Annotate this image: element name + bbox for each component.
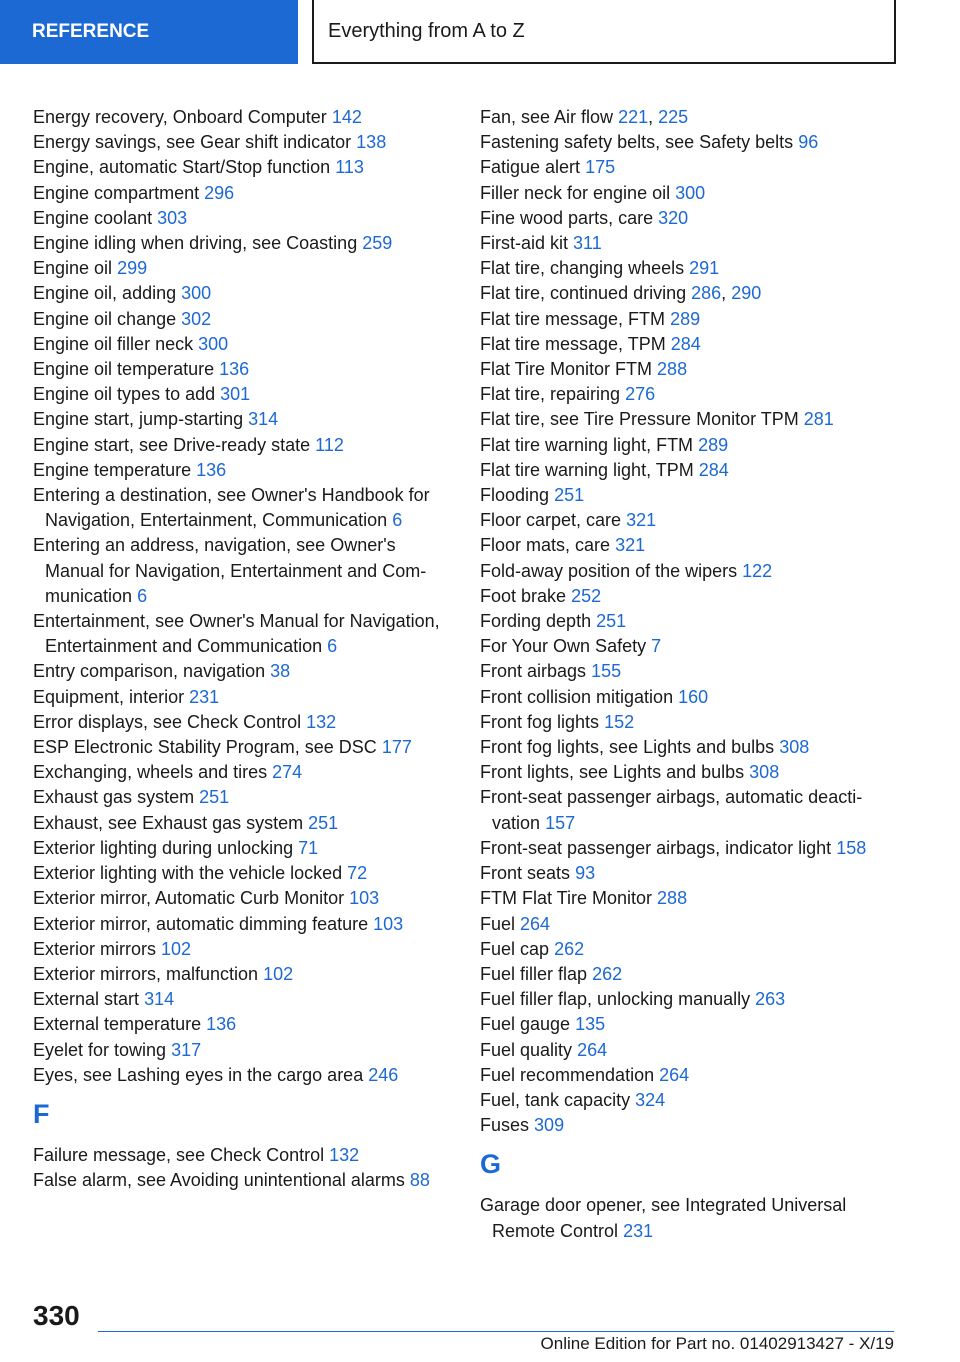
page-reference-link[interactable]: 264 — [520, 913, 551, 934]
page-reference-link[interactable]: 157 — [545, 812, 576, 833]
index-entry — [33, 1168, 453, 1193]
index-entry — [480, 433, 900, 458]
index-entry-term: Fold-away position of the wipers — [480, 560, 738, 581]
index-entry-term: Fuel filler flap — [480, 963, 588, 984]
index-entry — [480, 332, 900, 357]
index-entry: Fan, see Air flow 221, 225 — [480, 107, 689, 127]
page-reference-link[interactable]: 6 — [137, 585, 148, 606]
page-reference-link[interactable]: 155 — [591, 661, 622, 682]
index-entry-term: Fuel — [480, 913, 516, 934]
index-entry — [480, 256, 900, 281]
index-entry-term: For Your Own Safety — [480, 636, 647, 657]
index-entry-term: Front lights, see Lights and bulbs — [480, 762, 745, 783]
index-entry — [480, 861, 900, 886]
page-reference-link[interactable]: 276 — [625, 384, 656, 405]
page-reference-link[interactable]: 160 — [678, 686, 709, 707]
index-entry-term: Entering an address, navigation, see Owner's Manual for Navigation, Entertainment and Communication — [33, 535, 427, 606]
index-entry-term: Engine oil, adding — [33, 283, 177, 304]
index-entry — [33, 609, 453, 659]
index-entry-term: Exterior mirrors — [33, 938, 157, 959]
index-entry-term: Flat Tire Monitor FTM — [480, 359, 653, 380]
index-entry — [480, 533, 900, 558]
index-entry-term: Exterior lighting with the vehicle locked — [33, 863, 343, 884]
index-entry-term: Flat tire, continued driving — [480, 283, 687, 304]
index-letter-heading: F — [33, 1098, 50, 1129]
index-entry — [480, 962, 900, 987]
page-reference-link[interactable]: 88 — [409, 1170, 430, 1191]
index-entry — [33, 1063, 453, 1088]
index-entry-term: Fording depth — [480, 611, 592, 632]
index-entry — [480, 508, 900, 533]
index-entry-term: Front airbags — [480, 661, 587, 682]
index-entry — [480, 357, 900, 382]
index-entry-term: Fuel recommendation — [480, 1064, 655, 1085]
index-entry-term: Exchanging, wheels and tires — [33, 762, 268, 783]
page-reference-link[interactable]: 288 — [657, 888, 688, 909]
page-reference-link[interactable]: 132 — [306, 711, 337, 732]
index-entry — [480, 735, 900, 760]
index-entry-term: Energy recovery, Onboard Computer — [33, 107, 327, 127]
index-entry-term: Fuel filler flap, unlocking manually — [480, 989, 751, 1010]
index-entry-term: Floor mats, care — [480, 535, 611, 556]
index-entry — [480, 483, 900, 508]
page-reference-link[interactable]: 259 — [362, 233, 393, 254]
page-reference-link[interactable]: 136 — [219, 359, 250, 380]
index-entry-term: Front fog lights — [480, 711, 600, 732]
index-entry — [33, 105, 453, 130]
page-reference-link[interactable]: 301 — [220, 384, 251, 405]
index-column-right — [480, 105, 900, 1244]
page-reference-link[interactable]: 264 — [659, 1064, 690, 1085]
index-entry-term: External temperature — [33, 1014, 202, 1035]
index-entry — [480, 1012, 900, 1037]
index-entry-term: Flat tire message, TPM — [480, 333, 666, 354]
index-entry-term: Fuel gauge — [480, 1014, 571, 1035]
index-entry-term: Flat tire, changing wheels — [480, 258, 685, 279]
index-entry-term: Engine oil filler neck — [33, 333, 194, 354]
page-reference-link[interactable]: 251 — [554, 485, 585, 506]
index-entry — [33, 785, 453, 810]
index-entry-term: Eyes, see Lashing eyes in the cargo area — [33, 1064, 364, 1085]
index-entry-term: Engine idling when driving, see Coasting — [33, 233, 358, 254]
page-reference-link[interactable]: 291 — [689, 258, 720, 279]
index-entry-term: Flat tire, repairing — [480, 384, 621, 405]
index-entry-term: Failure message, see Check Control — [33, 1144, 325, 1165]
page-reference-link[interactable]: 122 — [742, 560, 773, 581]
index-entry — [480, 710, 900, 735]
index-entry — [33, 281, 453, 306]
index-entry-term: Exterior mirror, Automatic Curb Monitor — [33, 888, 345, 909]
page-reference-link[interactable]: 112 — [315, 434, 344, 455]
index-entry-term: Entertainment, see Owner's Manual for Navigation, Entertainment and Communication — [33, 611, 440, 657]
page-reference-link[interactable]: 231 — [623, 1220, 654, 1241]
index-entry-term: Entry comparison, navigation — [33, 661, 266, 682]
index-entry-term: Engine oil change — [33, 308, 177, 329]
index-entry-term: Front fog lights, see Lights and bulbs — [480, 737, 775, 758]
page-number: 330 — [33, 1300, 80, 1331]
page-reference-link[interactable]: 251 — [596, 611, 627, 632]
index-entry-term: Fatigue alert — [480, 157, 581, 178]
index-entry-term: False alarm, see Avoiding unintentional alarms — [33, 1170, 405, 1191]
page-reference-link[interactable]: 263 — [755, 989, 786, 1010]
page-reference-link[interactable]: 136 — [206, 1014, 237, 1035]
index-entry-term: Foot brake — [480, 585, 567, 606]
index-entry — [33, 937, 453, 962]
index-entry — [480, 307, 900, 332]
page-reference-link[interactable]: 317 — [171, 1039, 202, 1060]
index-entry — [33, 912, 453, 937]
page-reference-link[interactable]: 7 — [651, 636, 662, 657]
page-reference-link[interactable]: 284 — [698, 459, 729, 480]
index-entry-term: Flooding — [480, 485, 550, 506]
index-entry — [33, 861, 453, 886]
index-column-left — [33, 105, 453, 1193]
index-entry — [480, 1063, 900, 1088]
page-reference-link[interactable]: 300 — [198, 333, 229, 354]
page-reference-link[interactable]: 288 — [657, 359, 688, 380]
page-reference-link[interactable]: 6 — [392, 510, 403, 531]
page-reference-link[interactable]: 300 — [675, 182, 706, 203]
page-reference-link[interactable]: 142 — [331, 107, 362, 127]
page-reference-link[interactable]: 296 — [204, 182, 235, 203]
index-entry-term: Engine coolant — [33, 207, 153, 228]
page-reference-link[interactable]: 264 — [577, 1039, 608, 1060]
index-entry — [480, 155, 900, 180]
index-entry-term: Equipment, interior — [33, 686, 185, 707]
index-entry — [480, 231, 900, 256]
page-reference-link[interactable]: 314 — [248, 409, 279, 430]
index-entry — [33, 836, 453, 861]
page-reference-link[interactable]: 311 — [573, 233, 602, 254]
page-reference-link[interactable]: 262 — [554, 938, 585, 959]
index-entry — [480, 609, 900, 634]
index-entry-term: Flat tire, see Tire Pressure Monitor TPM — [480, 409, 799, 430]
index-entry-term: ESP Electronic Stability Program, see DSC — [33, 737, 377, 758]
page-reference-link[interactable]: 102 — [263, 963, 294, 984]
index-entry-term: Filler neck for engine oil — [480, 182, 671, 203]
page-reference-link[interactable]: 246 — [368, 1064, 399, 1085]
page-reference-link[interactable]: 289 — [698, 434, 729, 455]
index-entry-term: Front-seat passenger airbags, automatic deactivation — [480, 787, 863, 833]
page-reference-link[interactable]: 324 — [635, 1089, 666, 1110]
index-entry-term: External start — [33, 989, 140, 1010]
index-entry-term: Fastening safety belts, see Safety belts — [480, 132, 794, 153]
page-reference-link[interactable]: 300 — [181, 283, 212, 304]
section-tab: REFERENCE — [0, 0, 298, 64]
index-entry — [33, 987, 453, 1012]
page-reference-link[interactable]: 290 — [731, 283, 762, 304]
page-reference-link[interactable]: 289 — [670, 308, 701, 329]
page-reference-link[interactable]: 303 — [157, 207, 188, 228]
index-entry — [480, 886, 900, 911]
index-entry — [480, 1038, 900, 1063]
index-entry-term: First-aid kit — [480, 233, 569, 254]
page-reference-link[interactable]: 221 — [618, 107, 649, 127]
index-entry — [33, 231, 453, 256]
index-entry-term: Engine start, jump-starting — [33, 409, 244, 430]
index-entry — [33, 962, 453, 987]
page-reference-link[interactable]: 321 — [626, 510, 657, 531]
page-reference-link[interactable]: 135 — [575, 1014, 606, 1035]
index-entry-term: Flat tire warning light, TPM — [480, 459, 694, 480]
page-reference-link[interactable]: 136 — [196, 459, 227, 480]
index-entry — [480, 181, 900, 206]
page-reference-link[interactable]: 96 — [798, 132, 819, 153]
index-entry-term: Engine temperature — [33, 459, 192, 480]
index-entry-term: Eyelet for towing — [33, 1039, 167, 1060]
page-reference-link[interactable]: 113 — [335, 157, 364, 178]
index-entry — [480, 584, 900, 609]
page-reference-link[interactable]: 103 — [349, 888, 380, 909]
index-entry-term: Front-seat passenger airbags, indicator light — [480, 837, 832, 858]
page-reference-link[interactable]: 93 — [575, 863, 596, 884]
index-entry-term: Engine oil types to add — [33, 384, 216, 405]
index-entry-term: Floor carpet, care — [480, 510, 622, 531]
index-entry-term: Engine oil temperature — [33, 359, 215, 380]
page-reference-link[interactable]: 152 — [604, 711, 635, 732]
page-reference-link[interactable]: 225 — [658, 107, 689, 127]
page-reference-link[interactable]: 251 — [308, 812, 339, 833]
index-entry — [480, 382, 900, 407]
page-reference-link[interactable]: 308 — [779, 737, 810, 758]
page-header-title: Everything from A to Z — [312, 0, 896, 64]
index-entry — [480, 785, 900, 835]
index-entry — [33, 181, 453, 206]
index-entry-term: Garage door opener, see Integrated Universal Remote Control — [480, 1195, 847, 1241]
index-entry — [33, 332, 453, 357]
index-entry-term: Engine start, see Drive-ready state — [33, 434, 311, 455]
index-entry-term: Exhaust gas system — [33, 787, 195, 808]
page-reference-link[interactable]: 138 — [356, 132, 387, 153]
index-entry-term: Engine oil — [33, 258, 113, 279]
index-entry — [33, 130, 453, 155]
page-reference-link[interactable]: 6 — [327, 636, 338, 657]
index-entry-term: FTM Flat Tire Monitor — [480, 888, 653, 909]
index-entry — [33, 811, 453, 836]
page-reference-link[interactable]: 175 — [585, 157, 616, 178]
footer-divider — [98, 1331, 894, 1332]
page-reference-link[interactable]: 314 — [144, 989, 175, 1010]
index-entry — [480, 130, 900, 155]
page-reference-link[interactable]: 284 — [670, 333, 701, 354]
index-entry — [480, 559, 900, 584]
index-entry — [480, 937, 900, 962]
index-entry — [33, 155, 453, 180]
index-entry — [480, 1193, 900, 1243]
page-reference-link[interactable]: 320 — [658, 207, 689, 228]
index-entry — [480, 659, 900, 684]
index-entry-term: Error displays, see Check Control — [33, 711, 302, 732]
index-entry — [33, 206, 453, 231]
index-entry-term: Exterior lighting during unlocking — [33, 837, 294, 858]
index-entry-term: Exterior mirror, automatic dimming feature — [33, 913, 369, 934]
index-letter-heading: G — [480, 1149, 502, 1180]
page-reference-link[interactable]: 72 — [347, 863, 368, 884]
index-entry — [33, 533, 453, 609]
page-reference-link[interactable]: 262 — [592, 963, 623, 984]
page-reference-link[interactable]: 231 — [189, 686, 220, 707]
index-entry — [33, 886, 453, 911]
index-entry-term: Front seats — [480, 863, 571, 884]
index-entry-term: Exterior mirrors, malfunction — [33, 963, 259, 984]
index-entry-term: Fuses — [480, 1115, 530, 1136]
page-reference-link[interactable]: 321 — [615, 535, 646, 556]
index-entry-term: Engine, automatic Start/Stop function — [33, 157, 331, 178]
index-entry-term: Front collision mitigation — [480, 686, 674, 707]
page-reference-link[interactable]: 286 — [691, 283, 722, 304]
index-entry — [33, 685, 453, 710]
index-entry-term: Fuel, tank capacity — [480, 1089, 631, 1110]
index-entry — [480, 206, 900, 231]
index-entry — [33, 1143, 453, 1168]
index-entry — [33, 483, 453, 533]
page-reference-link[interactable]: 38 — [270, 661, 291, 682]
index-entry — [33, 407, 453, 432]
index-entry-term: Flat tire message, FTM — [480, 308, 666, 329]
page-reference-link[interactable]: 302 — [181, 308, 212, 329]
page-reference-link[interactable]: 299 — [117, 258, 148, 279]
page-reference-link[interactable]: 309 — [534, 1115, 565, 1136]
index-entry — [33, 1012, 453, 1037]
index-entry-term: Flat tire warning light, FTM — [480, 434, 694, 455]
index-entry — [480, 458, 900, 483]
index-entry — [33, 458, 453, 483]
index-entry-term: Fuel quality — [480, 1039, 573, 1060]
page-reference-link[interactable]: 158 — [836, 837, 867, 858]
page-reference-link[interactable]: 281 — [803, 409, 834, 430]
page-reference-link[interactable]: 274 — [272, 762, 303, 783]
index-entry — [33, 710, 453, 735]
index-entry-term: Fine wood parts, care — [480, 207, 654, 228]
index-entry-term: Exhaust, see Exhaust gas system — [33, 812, 304, 833]
index-entry — [480, 987, 900, 1012]
index-entry: Flat tire, continued driving 286, 290 — [480, 283, 762, 304]
index-entry-term: Energy savings, see Gear shift indicator — [33, 132, 352, 153]
index-entry — [480, 1088, 900, 1113]
index-entry — [480, 912, 900, 937]
index-entry — [33, 307, 453, 332]
footer-edition: Online Edition for Part no. 01402913427 - X/19 — [540, 1334, 894, 1353]
page-reference-link[interactable]: 102 — [161, 938, 192, 959]
index-entry — [480, 760, 900, 785]
index-entry-term: Entering a destination, see Owner's Handbook for Navigation, Entertainment, Communication — [33, 485, 430, 531]
page-reference-link[interactable]: 132 — [329, 1144, 360, 1165]
index-entry — [480, 407, 900, 432]
index-entry — [33, 1038, 453, 1063]
index-entry — [33, 659, 453, 684]
index-entry — [480, 634, 900, 659]
index-entry-term: Engine compartment — [33, 182, 200, 203]
index-entry — [480, 1113, 900, 1138]
page-reference-link[interactable]: 251 — [199, 787, 230, 808]
index-entry — [33, 760, 453, 785]
index-entry — [33, 256, 453, 281]
page-reference-link[interactable]: 103 — [373, 913, 404, 934]
index-entry — [33, 735, 453, 760]
index-entry — [480, 685, 900, 710]
page-reference-link[interactable]: 177 — [381, 737, 412, 758]
index-entry — [33, 433, 453, 458]
index-entry — [33, 357, 453, 382]
index-entry-term: Fuel cap — [480, 938, 550, 959]
page-reference-link[interactable]: 308 — [749, 762, 780, 783]
index-entry — [480, 836, 900, 861]
page-reference-link[interactable]: 252 — [571, 585, 602, 606]
index-entry-term: Fan, see Air flow — [480, 107, 614, 127]
page-reference-link[interactable]: 71 — [298, 837, 319, 858]
index-entry — [33, 382, 453, 407]
